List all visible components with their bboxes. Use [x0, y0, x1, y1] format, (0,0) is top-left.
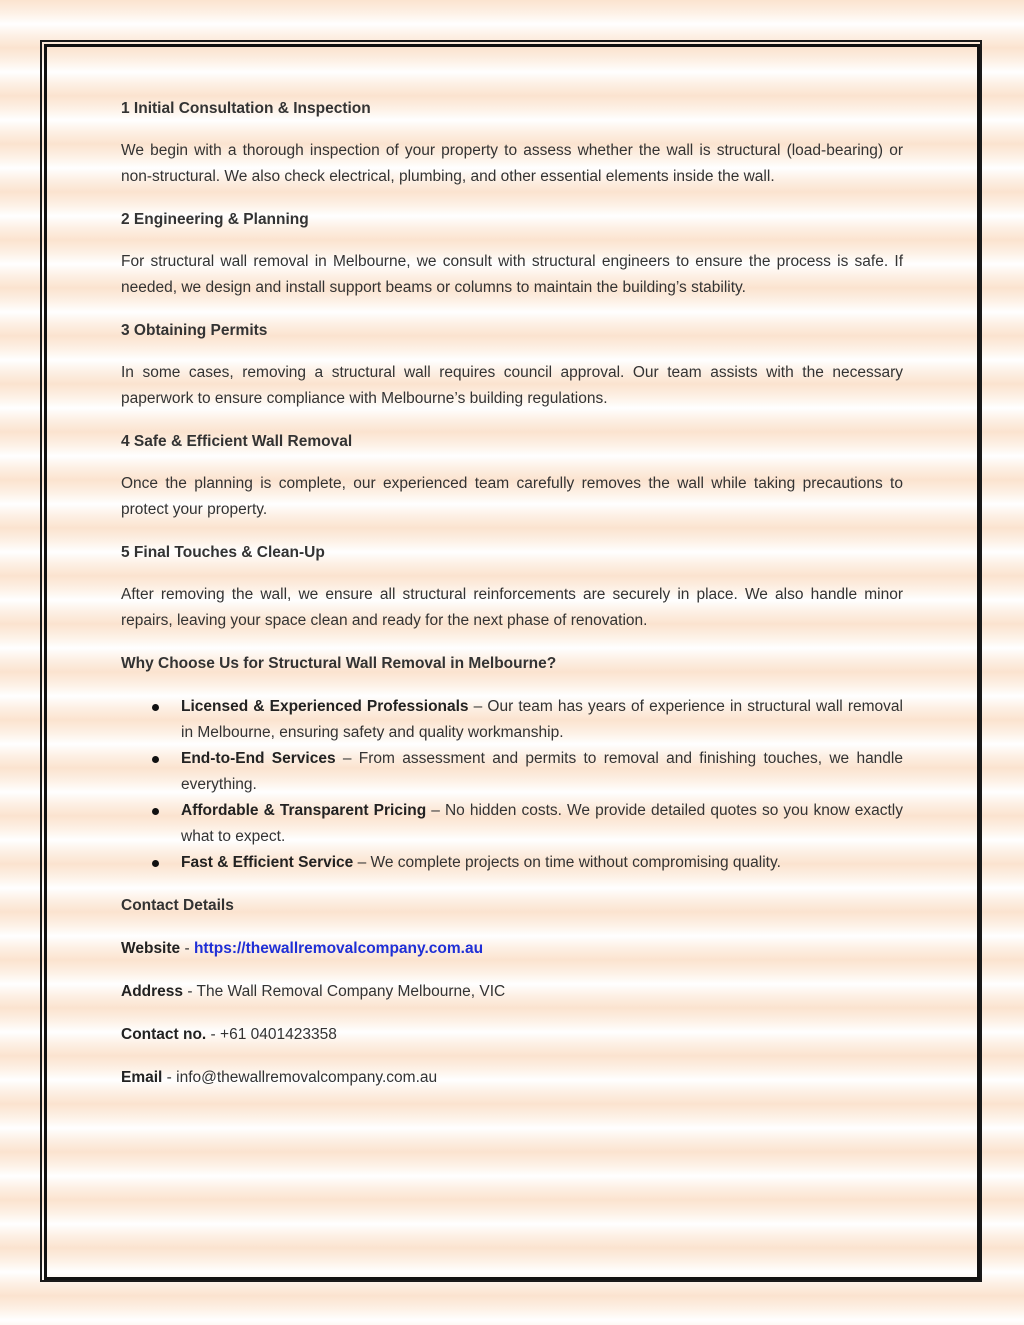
website-link[interactable]: https://thewallremovalcompany.com.au [193, 940, 484, 957]
email-value: - info@thewallremovalcompany.com.au [162, 1069, 438, 1086]
bullet-icon [152, 808, 159, 815]
address-label: Address [121, 983, 184, 1000]
why-choose-list [121, 694, 903, 876]
section-2-body: For structural wall removal in Melbourne, we consult with structural engineers to ensure the process is safe. If needed, we design and install support beams or columns to maintain the building’s stability. [121, 253, 903, 296]
list-item [121, 746, 903, 798]
list-item-title: Affordable & Transparent Pricing [181, 802, 427, 819]
address-value: - The Wall Removal Company Melbourne, VIC [183, 983, 506, 1000]
phone-value: - +61 0401423358 [206, 1026, 337, 1043]
website-label: Website [121, 940, 181, 957]
list-item-text: – We complete projects on time without compromising quality. [353, 854, 781, 871]
bullet-icon [152, 704, 159, 711]
phone-line [121, 1022, 903, 1048]
contact-heading: Contact Details [121, 897, 234, 914]
bullet-icon [152, 860, 159, 867]
section-2-heading: 2 Engineering & Planning [121, 211, 309, 228]
list-item-text: – No hidden costs. We provide detailed quotes so you know exactly what to expect. [181, 802, 903, 845]
section-3-heading: 3 Obtaining Permits [121, 322, 268, 339]
section-3-body: In some cases, removing a structural wall requires council approval. Our team assists with the necessary paperwork to ensure compliance with Melbourne’s building regulations. [121, 364, 903, 407]
list-item [121, 850, 903, 876]
section-5-heading: 5 Final Touches & Clean-Up [121, 544, 325, 561]
address-line [121, 979, 903, 1005]
list-item-text: – Our team has years of experience in structural wall removal in Melbourne, ensuring safety and quality workmanship. [181, 698, 903, 741]
list-item-title: Licensed & Experienced Professionals [181, 698, 469, 715]
list-item-title: Fast & Efficient Service [181, 854, 354, 871]
website-line [121, 936, 903, 962]
section-1-heading: 1 Initial Consultation & Inspection [121, 100, 371, 117]
email-line [121, 1065, 903, 1091]
list-item-title: End-to-End Services [181, 750, 336, 767]
list-item [121, 694, 903, 746]
phone-label: Contact no. [121, 1026, 207, 1043]
why-choose-heading: Why Choose Us for Structural Wall Removal in Melbourne? [121, 655, 557, 672]
section-4-body: Once the planning is complete, our experienced team carefully removes the wall while taking precautions to protect your property. [121, 475, 903, 518]
section-1-body: We begin with a thorough inspection of your property to assess whether the wall is structural (load-bearing) or non-structural. We also check electrical, plumbing, and other essential elements inside the wall. [121, 142, 903, 185]
list-item-text: – From assessment and permits to removal and finishing touches, we handle everything. [181, 750, 903, 793]
website-separator: - [180, 940, 194, 957]
email-label: Email [121, 1069, 163, 1086]
section-5-body: After removing the wall, we ensure all structural reinforcements are securely in place. We also handle minor repairs, leaving your space clean and ready for the next phase of renovation. [121, 586, 903, 629]
bullet-icon [152, 756, 159, 763]
section-4-heading: 4 Safe & Efficient Wall Removal [121, 433, 353, 450]
document-body [121, 96, 903, 1091]
list-item [121, 798, 903, 850]
